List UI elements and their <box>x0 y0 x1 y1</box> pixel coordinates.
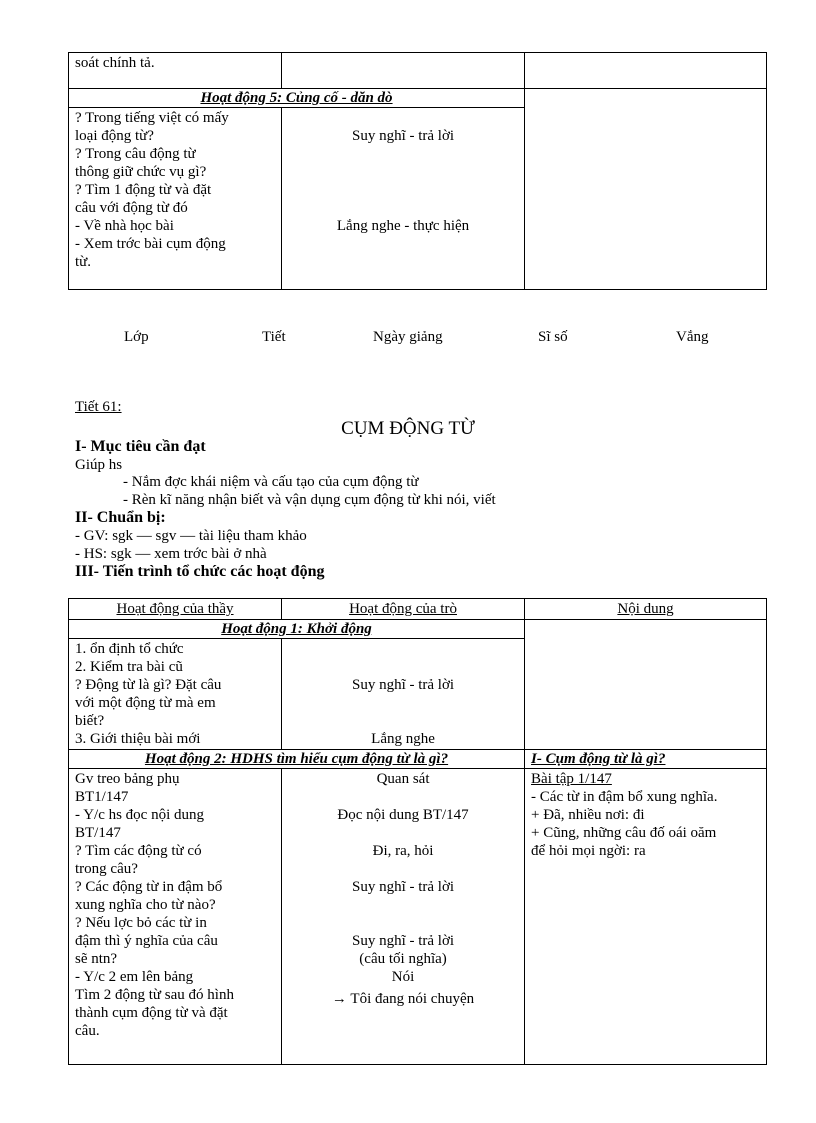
absent-label: Vắng <box>676 329 709 345</box>
text-line: → Tôi đang nói chuyện <box>331 991 475 1007</box>
text-line: Đọc nội dung BT/147 <box>337 807 469 823</box>
text-line: Suy nghĩ - trả lời <box>351 128 455 144</box>
text-line: câu với động từ đó <box>75 200 188 216</box>
text-line: + Cũng, những câu đố oái oăm <box>531 825 717 841</box>
text-line: - Về nhà học bài <box>75 218 174 234</box>
text-line: BT1/147 <box>75 789 129 805</box>
objective-heading: I- Mục tiêu cần đạt <box>75 438 206 455</box>
objective-item: - Rèn kĩ năng nhận biết và vận dụng cụm động từ khi nói, viết <box>123 492 496 508</box>
activity-1-title: Hoạt động 1: Khởi động <box>69 620 525 639</box>
teaching-date-label: Ngày giảng <box>373 329 443 345</box>
text-line: xung nghĩa cho từ nào? <box>75 897 216 913</box>
activity-5-student <box>282 108 525 290</box>
text-line: ? Các động từ in đậm bổ <box>75 879 223 895</box>
text-line: Lắng nghe - thực hiện <box>336 218 470 234</box>
preparation-student: - HS: sgk — xem trớc bài ở nhà <box>75 546 267 562</box>
column-header: Hoạt động của trò <box>282 599 525 620</box>
text-line: Nói <box>391 969 415 985</box>
text-line: - Y/c hs đọc nội dung <box>75 807 205 823</box>
column-header: Hoạt động của thầy <box>69 599 282 620</box>
table-header-row <box>69 599 767 620</box>
class-size-label: Sĩ số <box>538 329 568 345</box>
table-cell: soát chính tả. <box>69 53 282 89</box>
preparation-teacher: - GV: sgk — sgv — tài liệu tham khảo <box>75 528 307 544</box>
text-line: Tìm 2 động từ sau đó hình <box>75 987 234 1003</box>
text-line: 3. Giới thiệu bài mới <box>75 731 201 747</box>
text-line: thành cụm động từ và đặt <box>75 1005 228 1021</box>
text-line: ? Tìm 1 động từ và đặt <box>75 182 212 198</box>
text-line: để hỏi mọi ngời: ra <box>531 843 646 859</box>
table-row <box>69 769 767 1065</box>
text-line: sẽ ntn? <box>75 951 118 967</box>
activity-2-title: Hoạt động 2: HDHS tìm hiểu cụm động từ là gì? <box>69 750 525 769</box>
column-header: Nội dung <box>525 599 767 620</box>
text-line: - Các từ in đậm bổ xung nghĩa. <box>531 789 718 805</box>
table-cell <box>525 53 767 89</box>
text-line: từ. <box>75 254 92 270</box>
text-line: ? Tìm các động từ có <box>75 843 202 859</box>
text-line: loại động từ? <box>75 128 154 144</box>
text-line: Suy nghĩ - trả lời <box>351 677 455 693</box>
objective-item: - Nắm đợc khái niệm và cấu tạo của cụm động từ <box>123 474 419 490</box>
table-row <box>69 620 767 639</box>
text-line: 2. Kiểm tra bài cũ <box>75 659 183 675</box>
top-table <box>68 52 767 290</box>
text-line: Suy nghĩ - trả lời <box>351 879 455 895</box>
period-number: Tiết 61: <box>75 399 122 415</box>
text-line: Gv treo bảng phụ <box>75 771 180 787</box>
activity-2-student <box>282 769 525 1065</box>
page-title: CỤM ĐỘNG TỪ <box>341 418 475 439</box>
text-line: Đi, ra, hỏi <box>372 843 434 859</box>
activity-5-title: Hoạt động 5: Củng cố - dăn dò <box>69 89 525 108</box>
text-line: biết? <box>75 713 105 729</box>
objective-intro: Giúp hs <box>75 457 123 473</box>
text-line: đậm thì ý nghĩa của câu <box>75 933 218 949</box>
text-line: thông giữ chức vụ gì? <box>75 164 207 180</box>
text-line: (câu tối nghĩa) <box>359 951 447 967</box>
text-line: Quan sát <box>376 771 430 787</box>
process-heading: III- Tiến trình tổ chức các hoạt động <box>75 563 325 580</box>
text-line: Lắng nghe <box>371 731 435 747</box>
text-line: 1. ổn định tổ chức <box>75 641 184 657</box>
text-line: ? Động từ là gì? Đặt câu <box>75 677 222 693</box>
text-line: ? Trong tiếng việt có mấy <box>75 110 229 126</box>
activity-2-teacher <box>69 769 282 1065</box>
text-line: - Y/c 2 em lên bảng <box>75 969 194 985</box>
class-label: Lớp <box>124 329 149 345</box>
period-label: Tiết <box>262 329 286 345</box>
activity-2-content-title: I- Cụm động từ là gì? <box>525 750 767 769</box>
activity-1-teacher <box>69 639 282 750</box>
text-line: - Xem trớc bài cụm động <box>75 236 226 252</box>
text-line: trong câu? <box>75 861 138 877</box>
text-line: Bài tập 1/147 <box>531 771 612 787</box>
table-cell <box>282 53 525 89</box>
table-row <box>69 53 767 89</box>
activity-5-teacher <box>69 108 282 290</box>
activity-2-content <box>525 769 767 1065</box>
preparation-heading: II- Chuẩn bị: <box>75 509 166 526</box>
table-cell <box>525 620 767 750</box>
text-line: với một động từ mà em <box>75 695 216 711</box>
text-line: câu. <box>75 1023 100 1039</box>
table-row <box>69 89 767 108</box>
text-line: BT/147 <box>75 825 121 841</box>
text-line: ? Nếu lợc bỏ các từ in <box>75 915 207 931</box>
text-line: + Đã, nhiều nơi: đi <box>531 807 645 823</box>
text-line: ? Trong câu động từ <box>75 146 196 162</box>
table-row <box>69 750 767 769</box>
activity-1-student <box>282 639 525 750</box>
text-line: Suy nghĩ - trả lời <box>351 933 455 949</box>
table-cell <box>525 89 767 290</box>
main-table <box>68 598 767 1065</box>
